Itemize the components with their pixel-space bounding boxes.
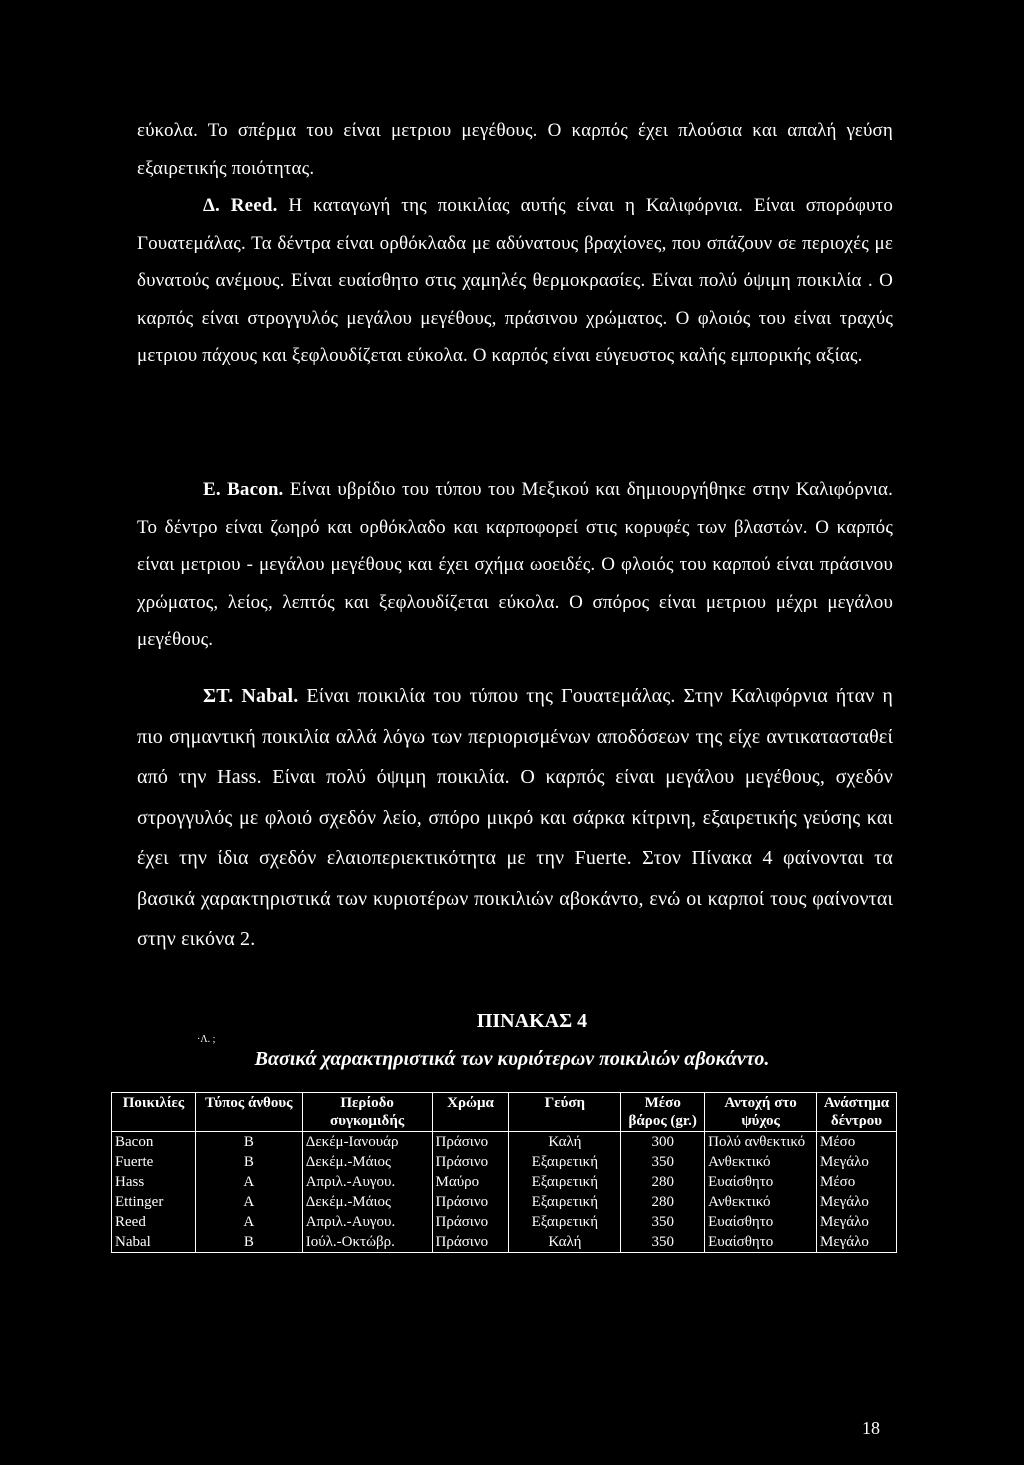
table-cell: Εξαιρετική bbox=[509, 1152, 621, 1172]
table-cell: Ευαίσθητο bbox=[705, 1212, 817, 1232]
table-cell: Μέσο bbox=[816, 1172, 896, 1192]
table-subtitle: Βασικά χαρακτηριστικά των κυριότερων ποικιλιών αβοκάντο. bbox=[254, 1048, 770, 1070]
table-cell: Απριλ.-Αυγου. bbox=[302, 1212, 432, 1232]
table-cell: Μεγάλο bbox=[816, 1192, 896, 1212]
varieties-table bbox=[111, 1092, 897, 1253]
table-cell: Καλή bbox=[509, 1132, 621, 1153]
table-cell: Ιούλ.-Οκτώβρ. bbox=[302, 1232, 432, 1253]
paragraph-reed bbox=[137, 187, 893, 375]
table-cell: Μεγάλο bbox=[816, 1232, 896, 1253]
paragraph-continuation: εύκολα. Το σπέρμα του είναι μετριου μεγέθους. Ο καρπός έχει πλούσια και απαλή γεύση εξαιρετικής ποιότητας. bbox=[137, 120, 893, 179]
table-cell: A bbox=[195, 1212, 302, 1232]
table-cell: Hass bbox=[112, 1172, 196, 1192]
table-cell: Δεκέμ-Ιανουάρ bbox=[302, 1132, 432, 1153]
header-avg-weight: Μέσο βάρος (gr.) bbox=[621, 1093, 705, 1132]
header-cold-tolerance: Αντοχή στο ψύχος bbox=[705, 1093, 817, 1132]
table-cell: Πράσινο bbox=[432, 1232, 509, 1253]
header-tree-height: Ανάστημα δέντρου bbox=[816, 1093, 896, 1132]
table-cell: A bbox=[195, 1192, 302, 1212]
paragraph-nabal bbox=[137, 676, 893, 960]
page-number: 18 bbox=[862, 1418, 880, 1438]
table-cell: Εξαιρετική bbox=[509, 1212, 621, 1232]
table-cell: Καλή bbox=[509, 1232, 621, 1253]
heading-reed: Δ. Reed. bbox=[203, 195, 278, 216]
stray-marks: ·Λ. ; bbox=[197, 1034, 216, 1045]
table-cell: Ευαίσθητο bbox=[705, 1172, 817, 1192]
table-cell: Εξαιρετική bbox=[509, 1192, 621, 1212]
table-cell: Πράσινο bbox=[432, 1132, 509, 1153]
table-row bbox=[112, 1232, 897, 1253]
table-cell: Εξαιρετική bbox=[509, 1172, 621, 1192]
table-cell: Πράσινο bbox=[432, 1152, 509, 1172]
table-cell: 350 bbox=[621, 1212, 705, 1232]
table-header-row bbox=[112, 1093, 897, 1132]
table-cell: Δεκέμ.-Μάιος bbox=[302, 1192, 432, 1212]
table-cell: 350 bbox=[621, 1152, 705, 1172]
table-cell: 280 bbox=[621, 1172, 705, 1192]
table-cell: Bacon bbox=[112, 1132, 196, 1153]
heading-bacon: Ε. Bacon. bbox=[203, 479, 284, 500]
table-cell: Πράσινο bbox=[432, 1192, 509, 1212]
table-title: ΠΙΝΑΚΑΣ 4 bbox=[476, 1010, 588, 1032]
table-cell: 300 bbox=[621, 1132, 705, 1153]
table-cell: Ευαίσθητο bbox=[705, 1232, 817, 1253]
table-cell: Μαύρο bbox=[432, 1172, 509, 1192]
table-cell: Δεκέμ.-Μάιος bbox=[302, 1152, 432, 1172]
header-flower-type: Τύπος άνθους bbox=[195, 1093, 302, 1132]
table-cell: Nabal bbox=[112, 1232, 196, 1253]
table-cell: Μεγάλο bbox=[816, 1152, 896, 1172]
table-row bbox=[112, 1192, 897, 1212]
text-nabal: Είναι ποικιλία του τύπου της Γουατεμάλας. Στην Καλιφόρνια ήταν η πιο σημαντική ποικιλία αλλά λόγω των περιορισμένων αποδόσεων της είχε αντικατασταθεί από την Hass. Είναι πολύ όψιμη ποικιλία. Ο καρπός είναι μεγάλου μεγέθους, σχεδόν στρογγυλός με φλοιό σχεδόν λείο, σπόρο μικρό και σάρκα κίτρινη, εξαιρετικής γεύσης και έχει την ίδια σχεδόν ελαιοπεριεκτικότητα με την Fuerte. Στον Πίνακα 4 φαίνονται τα βασικά χαρακτηριστικά των κυριοτέρων ποικιλιών αβοκάντο, ενώ οι καρποί τους φαίνονται στην εικόνα 2. bbox=[137, 685, 893, 950]
heading-nabal: ΣΤ. Nabal. bbox=[203, 685, 299, 707]
table-row bbox=[112, 1152, 897, 1172]
header-taste: Γεύση bbox=[509, 1093, 621, 1132]
table-cell: B bbox=[195, 1132, 302, 1153]
table-cell: B bbox=[195, 1232, 302, 1253]
table-row bbox=[112, 1172, 897, 1192]
table-cell: Μεγάλο bbox=[816, 1212, 896, 1232]
table-row bbox=[112, 1212, 897, 1232]
table-cell: Πράσινο bbox=[432, 1212, 509, 1232]
table-cell: B bbox=[195, 1152, 302, 1172]
header-variety: Ποικιλίες bbox=[112, 1093, 196, 1132]
table-cell: Μέσο bbox=[816, 1132, 896, 1153]
table-cell: Fuerte bbox=[112, 1152, 196, 1172]
table-cell: A bbox=[195, 1172, 302, 1192]
table-cell: 280 bbox=[621, 1192, 705, 1212]
table-cell: Ανθεκτικό bbox=[705, 1152, 817, 1172]
table-cell: 350 bbox=[621, 1232, 705, 1253]
text-reed: Η καταγωγή της ποικιλίας αυτής είναι η Καλιφόρνια. Είναι σπορόφυτο Γουατεμάλας. Τα δέντρα είναι ορθόκλαδα με αδύνατους βραχίονες, που σπάζουν σε περιοχές με δυνατούς ανέμους. Είναι ευαίσθητο στις χαμηλές θερμοκρασίες. Είναι πολύ όψιμη ποικιλία . Ο καρπός είναι στρογγυλός μεγάλου μεγέθους, πράσινου χρώματος. Ο φλοιός του είναι τραχύς μετριου πάχους και ξεφλουδίζεται εύκολα. Ο καρπός είναι εύγευστος καλής εμπορικής αξίας. bbox=[137, 195, 893, 366]
table-cell: Ettinger bbox=[112, 1192, 196, 1212]
paragraph-bacon bbox=[137, 471, 893, 659]
text-bacon: Είναι υβρίδιο του τύπου του Μεξικού και δημιουργήθηκε στην Καλιφόρνια. Το δέντρο είναι ζωηρό και ορθόκλαδο και καρποφορεί στις κορυφές των βλαστών. Ο καρπός είναι μετριου - μεγάλου μεγέθους και έχει σχήμα ωοειδές. Ο φλοιός του καρπού είναι πράσινου χρώματος, λείος, λεπτός και ξεφλουδίζεται εύκολα. Ο σπόρος είναι μετριου μέχρι μεγάλου μεγέθους. bbox=[137, 479, 893, 650]
table-cell: Reed bbox=[112, 1212, 196, 1232]
header-color: Χρώμα bbox=[432, 1093, 509, 1132]
table-cell: Απριλ.-Αυγου. bbox=[302, 1172, 432, 1192]
table-row bbox=[112, 1132, 897, 1153]
table-cell: Ανθεκτικό bbox=[705, 1192, 817, 1212]
table-cell: Πολύ ανθεκτικό bbox=[705, 1132, 817, 1153]
header-harvest-period: Περίοδο συγκομιδής bbox=[302, 1093, 432, 1132]
